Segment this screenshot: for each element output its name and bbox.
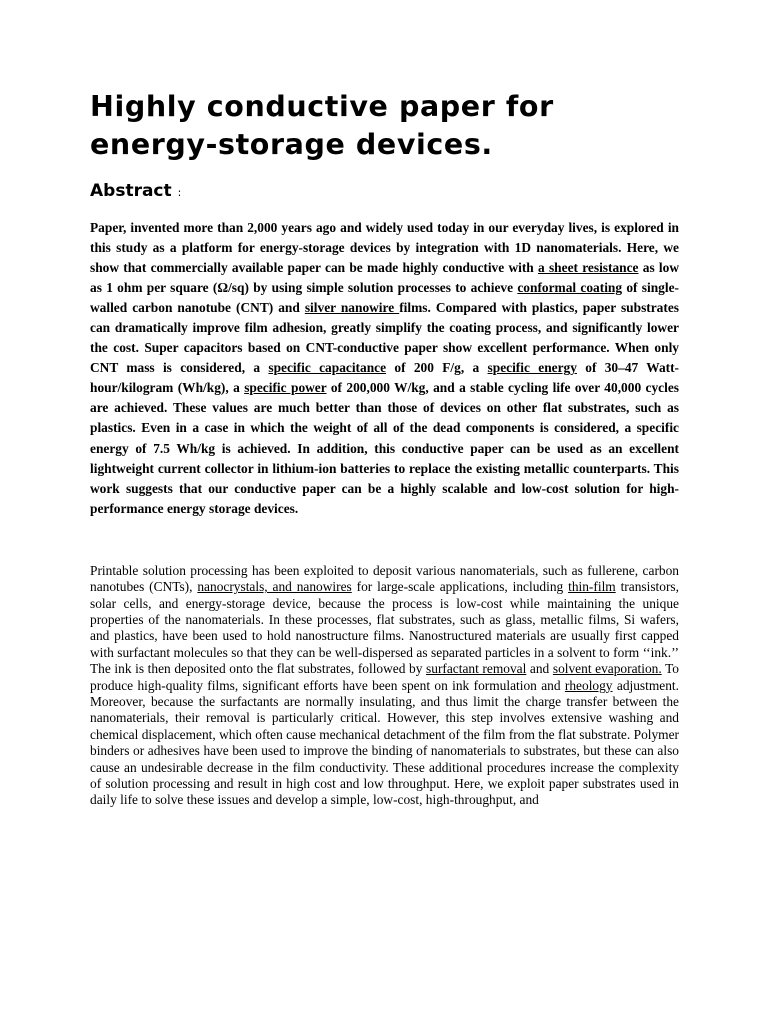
text-run: of 200,000 W/kg, and a stable cycling life over 40,000 cycles are achieved. These values are much better than those of devices on other flat substrates, such as plastics. Even in a case in which the weight of all of the dead components is considered, a specific energy of 7.5 Wh/kg is achieved. In addition, this conductive paper can be used as an excellent lightweight current collector in lithium-ion batteries to replace the existing metallic counterparts. This work suggests that our conductive paper can be a highly scalable and low-cost solution for high-performance energy storage devices. — [90, 380, 679, 516]
inline-link[interactable]: silver nanowire — [304, 300, 400, 316]
text-run: as low as 1 ohm per square (Ω/sq) by using simple solution processes to achieve — [90, 260, 679, 296]
abstract-heading-colon: : — [177, 186, 182, 199]
document-title: Highly conductive paper for energy-storage devices. — [90, 90, 554, 161]
text-run: for large-scale applications, including — [351, 579, 569, 595]
inline-link[interactable]: specific energy — [487, 360, 577, 376]
text-run: films. Compared with plastics, paper substrates can dramatically improve film adhesion, greatly simplify the coating process, and significantly lower the cost. Super capacitors based on CNT-conductive paper show excellent performance. When only CNT mass is considered, a — [90, 300, 679, 376]
inline-link[interactable]: specific capacitance — [268, 360, 387, 376]
inline-link[interactable]: specific power — [244, 380, 327, 396]
inline-link[interactable]: a sheet resistance — [538, 260, 639, 276]
abstract-heading — [90, 180, 679, 204]
inline-link[interactable]: conformal coating — [517, 280, 623, 296]
inline-link[interactable]: rheology — [564, 677, 613, 693]
abstract-heading-text: Abstract — [90, 181, 172, 201]
inline-link[interactable]: thin-film — [568, 579, 616, 595]
text-run: of 30–47 Watt-hour/kilogram (Wh/kg), a — [90, 360, 680, 396]
text-run: To produce high-quality films, significant efforts have been spent on ink formulation and — [90, 661, 680, 693]
body-paragraph — [90, 563, 679, 809]
inline-link[interactable]: solvent evaporation. — [552, 661, 662, 677]
abstract-paragraph — [90, 218, 679, 519]
text-run: adjustment. Moreover, because the surfactants are normally insulating, and thus limit the charge transfer between the nanomaterials, their removal is particularly critical. However, this step involves extensive washing and chemical displacement, which often cause mechanical detachment of the film from the flat substrate. Polymer binders or adhesives have been used to improve the binding of nanomaterials to substrates, but these can also cause an undesirable decrease in the film conductivity. These additional procedures increase the complexity of solution processing and result in high cost and low throughput. Here, we exploit paper substrates used in daily life to solve these issues and develop a simple, low-cost, high-throughput, and — [90, 677, 679, 808]
text-run: of single-walled carbon nanotube (CNT) and — [90, 280, 679, 316]
inline-link[interactable]: surfactant removal — [426, 661, 527, 677]
text-run: transistors, solar cells, and energy-storage device, because the process is low-cost while maintaining the unique properties of the nanomaterials. In these processes, flat substrates, such as glass, metallic films, Si wafers, and plastics, have been used to hold nanostructure films. Nanostructured materials are usually first capped with surfactant molecules so that they can be well-dispersed as separated particles in a solvent to form ‘‘ink.’’ The ink is then deposited onto the flat substrates, followed by — [90, 579, 679, 677]
document-page — [90, 88, 679, 809]
text-run: and — [526, 661, 553, 677]
inline-link[interactable]: nanocrystals, and nanowires — [197, 579, 352, 595]
text-run: Paper, invented more than 2,000 years ago and widely used today in our everyday lives, is explored in this study as a platform for energy-storage devices by integration with 1D nanomaterials. Here, we show that commercially available paper can be made highly conductive with — [90, 220, 679, 276]
text-run: Printable solution processing has been exploited to deposit various nanomaterials, such as fullerene, carbon nanotubes (CNTs), — [90, 562, 679, 595]
text-run: of 200 F/g, a — [386, 360, 488, 376]
